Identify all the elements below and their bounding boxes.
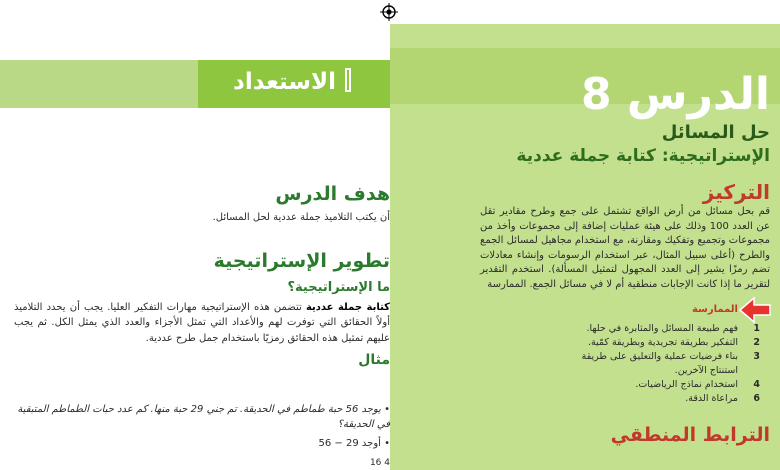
focus-heading: التركيز <box>702 180 770 204</box>
strategy-heading: تطوير الإستراتيجية <box>213 250 390 272</box>
list-item <box>560 336 760 350</box>
item-text: بناء فرضيات عملية والتعليق على طريقة استنتاج الآخرين. <box>581 351 738 376</box>
strategy-bold-lead: كتابة جملة عددية <box>305 302 390 313</box>
strategy-title: الإستراتيجية: كتابة جملة عددية <box>516 146 770 166</box>
strategy-question: ما الإستراتيجية؟ <box>287 280 390 295</box>
example-heading: مثال <box>358 352 390 368</box>
strategy-text <box>14 300 390 346</box>
preparation-marker-icon <box>345 68 351 92</box>
preparation-title: الاستعداد <box>233 69 336 95</box>
item-text: استخدام نماذج الرياضيات. <box>635 379 738 390</box>
list-item <box>560 392 760 406</box>
item-number: 4 <box>753 379 760 390</box>
logic-heading: الترابط المنطقي <box>610 424 770 446</box>
registration-mark-icon <box>380 3 398 21</box>
item-number: 3 <box>753 351 760 362</box>
pointer-arrow-icon <box>738 296 772 324</box>
item-text: فهم طبيعة المسائل والمثابرة في حلها. <box>586 323 738 334</box>
list-item <box>560 378 760 392</box>
example-line-3: 4 16 <box>369 458 390 468</box>
lesson-title: الدرس 8 <box>580 69 770 120</box>
practice-heading: الممارسة <box>691 304 738 315</box>
list-item <box>560 350 760 378</box>
item-text: التفكير بطريقة تجريدية وبطريقة كمّية. <box>587 337 738 348</box>
focus-text: قم بحل مسائل من أرض الواقع تشتمل على جمع وطرح مقادير تقل عن العدد 100 وذلك على هيئة عمليات إضافة إلى مجموعات وأخذ من مجموعات وتجميع وتفكيك ومقارنة، مع استخدام مجاهيل لمسائل الجمع والطرح (أعلى سبيل المثال، عبر استخدام الرسومات وإنشاء معادلات تضم رمزًا يشير إلى العدد المجهول لتمثيل المسألة). استخدم التقدير لتقرير ما إذا كانت الإجابات منطقية أم لا في مسائل الجمع. الممارسة <box>480 206 771 290</box>
goal-text: أن يكتب التلاميذ جملة عددية لحل المسائل. <box>212 212 390 223</box>
goal-heading: هدف الدرس <box>275 183 390 205</box>
item-number: 1 <box>753 323 760 334</box>
item-number: 2 <box>753 337 760 348</box>
example-line-2: • أوجد 29 − 56 <box>318 438 390 449</box>
item-number: 6 <box>753 393 760 404</box>
practice-list <box>560 322 760 406</box>
item-text: مراعاة الدقة. <box>685 393 738 404</box>
strategy-body: تتضمن هذه الإستراتيجية مهارات التفكير العليا. يجب أن يحدد التلاميذ أولاً الحقائق التي توفرت لهم والأعداد التي تمثل الأجزاء والعدد الذي يمثل الكل. ثم يجب عليهم تمثيل هذه الحقائق رمزيًا باستخدام جمل طرح عددية. <box>14 302 390 344</box>
lesson-subtitle: حل المسائل <box>661 122 770 143</box>
preparation-band-light <box>0 60 198 108</box>
example-line-1: • يوجد 56 حبة طماطم في الحديقة. تم جني 29 حبة منها. كم عدد حبات الطماطم المتبقية في الحديقة؟ <box>17 404 390 430</box>
list-item <box>560 322 760 336</box>
